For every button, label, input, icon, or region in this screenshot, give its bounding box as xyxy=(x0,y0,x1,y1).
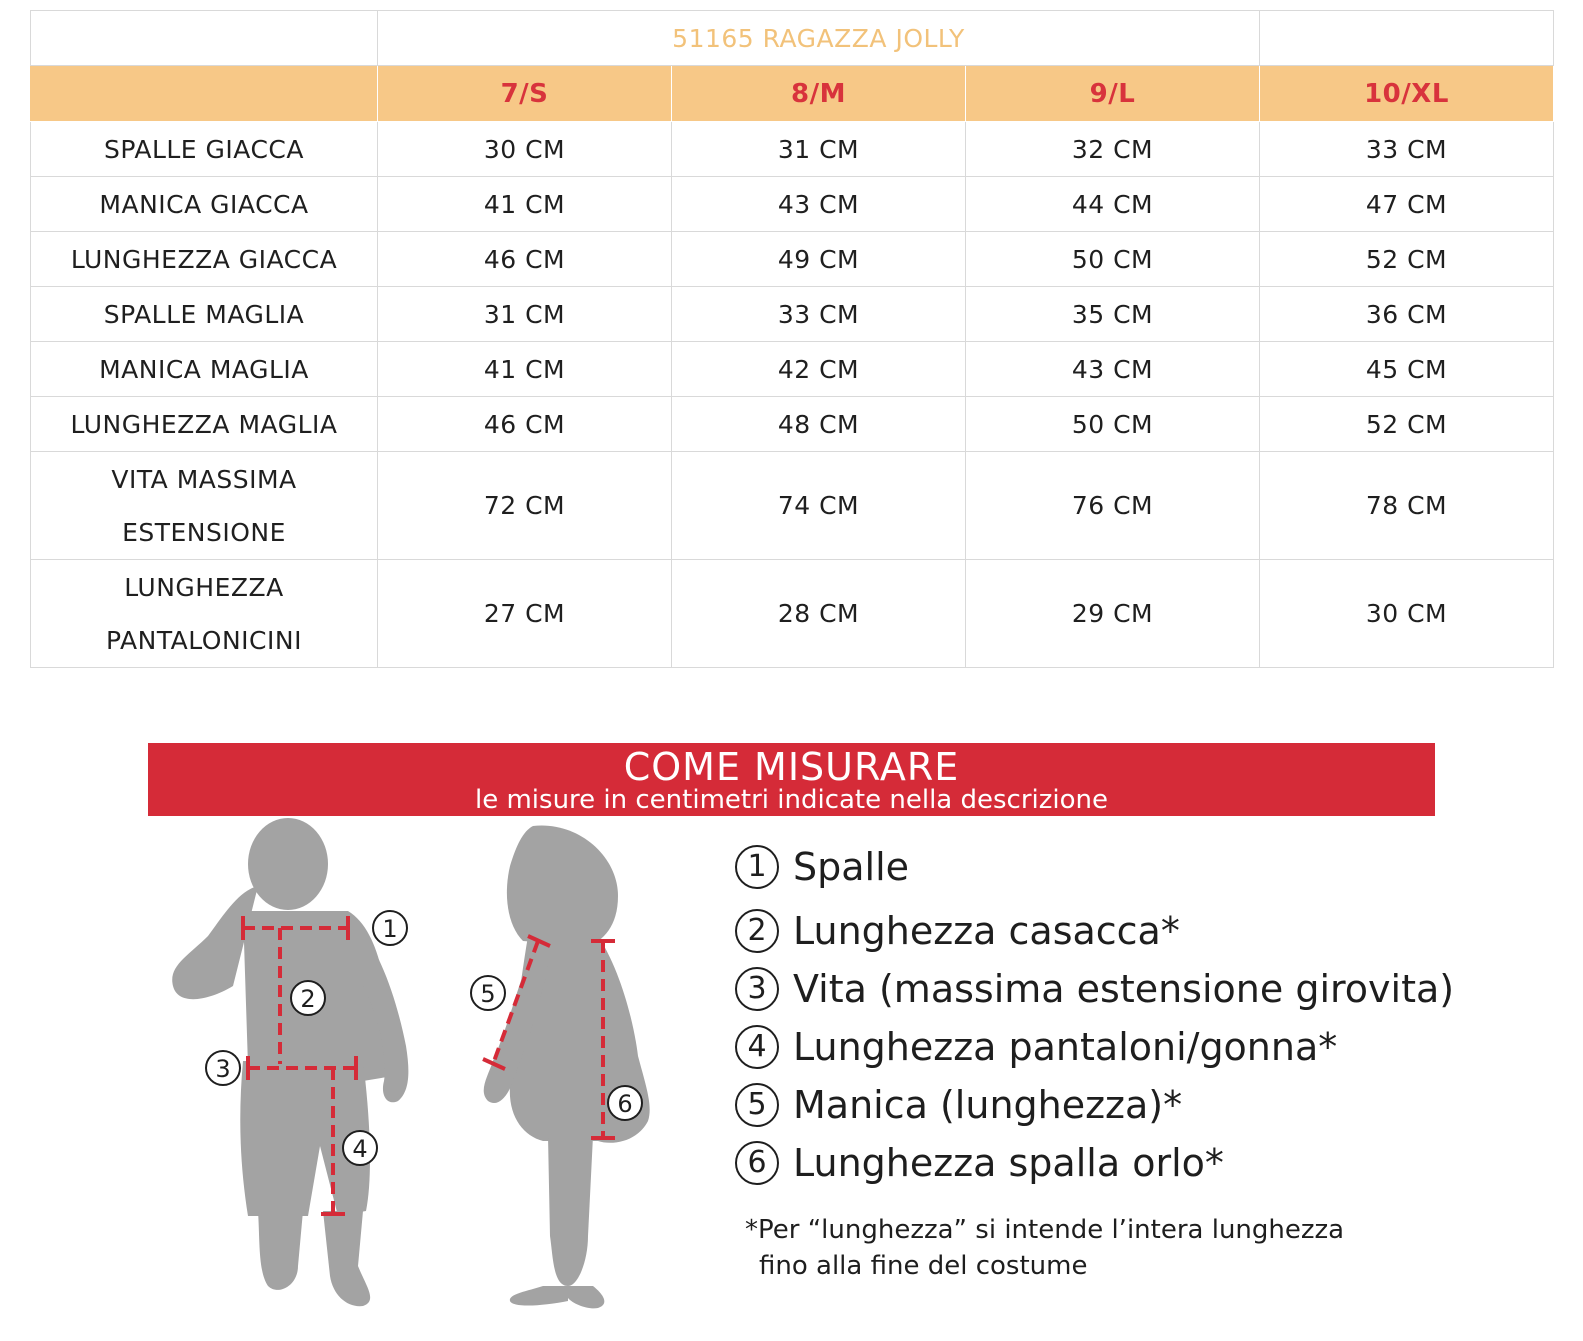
legend-item-lunghezza-casacca xyxy=(735,902,1455,960)
table-cell: 35 CM xyxy=(966,287,1260,342)
row-label: LUNGHEZZA MAGLIA xyxy=(31,397,378,452)
legend-item-manica xyxy=(735,1076,1455,1134)
table-cell: 76 CM xyxy=(966,452,1260,560)
legend-number: 3 xyxy=(735,967,779,1011)
table-cell: 50 CM xyxy=(966,397,1260,452)
table-cell: 46 CM xyxy=(378,232,672,287)
table-row xyxy=(31,342,1554,397)
measure-subtitle: le misure in centimetri indicate nella descrizione xyxy=(474,785,1109,815)
table-cell: 52 CM xyxy=(1260,397,1554,452)
table-cell: 44 CM xyxy=(966,177,1260,232)
legend-label: Manica (lunghezza)* xyxy=(793,1083,1183,1127)
legend-item-lunghezza-pantaloni xyxy=(735,1018,1455,1076)
table-row xyxy=(31,397,1554,452)
marker-2 xyxy=(291,981,325,1015)
footnote-line-1: *Per “lunghezza” si intende l’intera lunghezza xyxy=(745,1215,1345,1245)
empty-corner-cell xyxy=(31,11,378,66)
row-label: MANICA MAGLIA xyxy=(31,342,378,397)
table-cell: 36 CM xyxy=(1260,287,1554,342)
svg-text:4: 4 xyxy=(352,1135,368,1163)
table-cell: 78 CM xyxy=(1260,452,1554,560)
table-row xyxy=(31,232,1554,287)
measurement-legend xyxy=(735,838,1455,1192)
table-cell: 33 CM xyxy=(672,287,966,342)
marker-6 xyxy=(608,1086,642,1120)
table-row xyxy=(31,560,1554,668)
legend-number: 6 xyxy=(735,1141,779,1185)
row-label: VITA MASSIMA ESTENSIONE xyxy=(31,452,378,560)
svg-text:2: 2 xyxy=(300,985,316,1013)
size-header-10xl: 10/XL xyxy=(1260,66,1554,122)
size-chart-table xyxy=(30,10,1554,668)
legend-label: Lunghezza spalla orlo* xyxy=(793,1141,1224,1185)
table-cell: 43 CM xyxy=(966,342,1260,397)
footnote-line-2: fino alla fine del costume xyxy=(759,1251,1088,1281)
legend-item-lunghezza-spalla-orlo xyxy=(735,1134,1455,1192)
empty-title-cell xyxy=(1260,11,1554,66)
legend-label: Lunghezza pantaloni/gonna* xyxy=(793,1025,1338,1069)
marker-5 xyxy=(471,976,505,1010)
table-cell: 31 CM xyxy=(672,122,966,177)
legend-item-spalle xyxy=(735,838,1455,896)
size-header-8m: 8/M xyxy=(672,66,966,122)
svg-text:5: 5 xyxy=(480,980,496,1008)
table-cell: 33 CM xyxy=(1260,122,1554,177)
how-to-measure-banner xyxy=(148,743,1435,816)
row-label: SPALLE MAGLIA xyxy=(31,287,378,342)
table-cell: 42 CM xyxy=(672,342,966,397)
table-row xyxy=(31,177,1554,232)
table-cell: 27 CM xyxy=(378,560,672,668)
measure-title: COME MISURARE xyxy=(623,745,960,789)
legend-number: 4 xyxy=(735,1025,779,1069)
row-label: MANICA GIACCA xyxy=(31,177,378,232)
table-cell: 74 CM xyxy=(672,452,966,560)
table-cell: 41 CM xyxy=(378,177,672,232)
table-cell: 46 CM xyxy=(378,397,672,452)
table-row xyxy=(31,452,1554,560)
table-cell: 49 CM xyxy=(672,232,966,287)
table-cell: 48 CM xyxy=(672,397,966,452)
table-cell: 43 CM xyxy=(672,177,966,232)
side-figure-silhouette xyxy=(484,826,650,1309)
legend-number: 2 xyxy=(735,909,779,953)
table-row xyxy=(31,122,1554,177)
svg-text:1: 1 xyxy=(382,915,398,943)
product-title: 51165 RAGAZZA JOLLY xyxy=(378,11,1260,66)
marker-4 xyxy=(343,1131,377,1165)
table-cell: 28 CM xyxy=(672,560,966,668)
svg-text:3: 3 xyxy=(215,1055,231,1083)
marker-1 xyxy=(373,911,407,945)
header-empty-cell xyxy=(31,66,378,122)
table-cell: 52 CM xyxy=(1260,232,1554,287)
size-header-7s: 7/S xyxy=(378,66,672,122)
measurement-figures xyxy=(148,816,708,1326)
table-cell: 31 CM xyxy=(378,287,672,342)
legend-number: 5 xyxy=(735,1083,779,1127)
legend-number: 1 xyxy=(735,845,779,889)
table-cell: 72 CM xyxy=(378,452,672,560)
table-cell: 47 CM xyxy=(1260,177,1554,232)
svg-text:6: 6 xyxy=(617,1090,633,1118)
row-label: SPALLE GIACCA xyxy=(31,122,378,177)
legend-label: Vita (massima estensione girovita) xyxy=(793,967,1455,1011)
length-footnote xyxy=(745,1212,1465,1284)
legend-item-vita xyxy=(735,960,1455,1018)
table-title-row xyxy=(31,11,1554,66)
table-cell: 29 CM xyxy=(966,560,1260,668)
size-header-9l: 9/L xyxy=(966,66,1260,122)
table-cell: 30 CM xyxy=(1260,560,1554,668)
row-label: LUNGHEZZA PANTALONICINI xyxy=(31,560,378,668)
table-cell: 50 CM xyxy=(966,232,1260,287)
table-cell: 41 CM xyxy=(378,342,672,397)
legend-label: Lunghezza casacca* xyxy=(793,909,1180,953)
table-row xyxy=(31,287,1554,342)
marker-3 xyxy=(206,1051,240,1085)
table-cell: 45 CM xyxy=(1260,342,1554,397)
table-cell: 32 CM xyxy=(966,122,1260,177)
row-label: LUNGHEZZA GIACCA xyxy=(31,232,378,287)
table-cell: 30 CM xyxy=(378,122,672,177)
legend-label: Spalle xyxy=(793,845,910,889)
size-header-row xyxy=(31,66,1554,122)
